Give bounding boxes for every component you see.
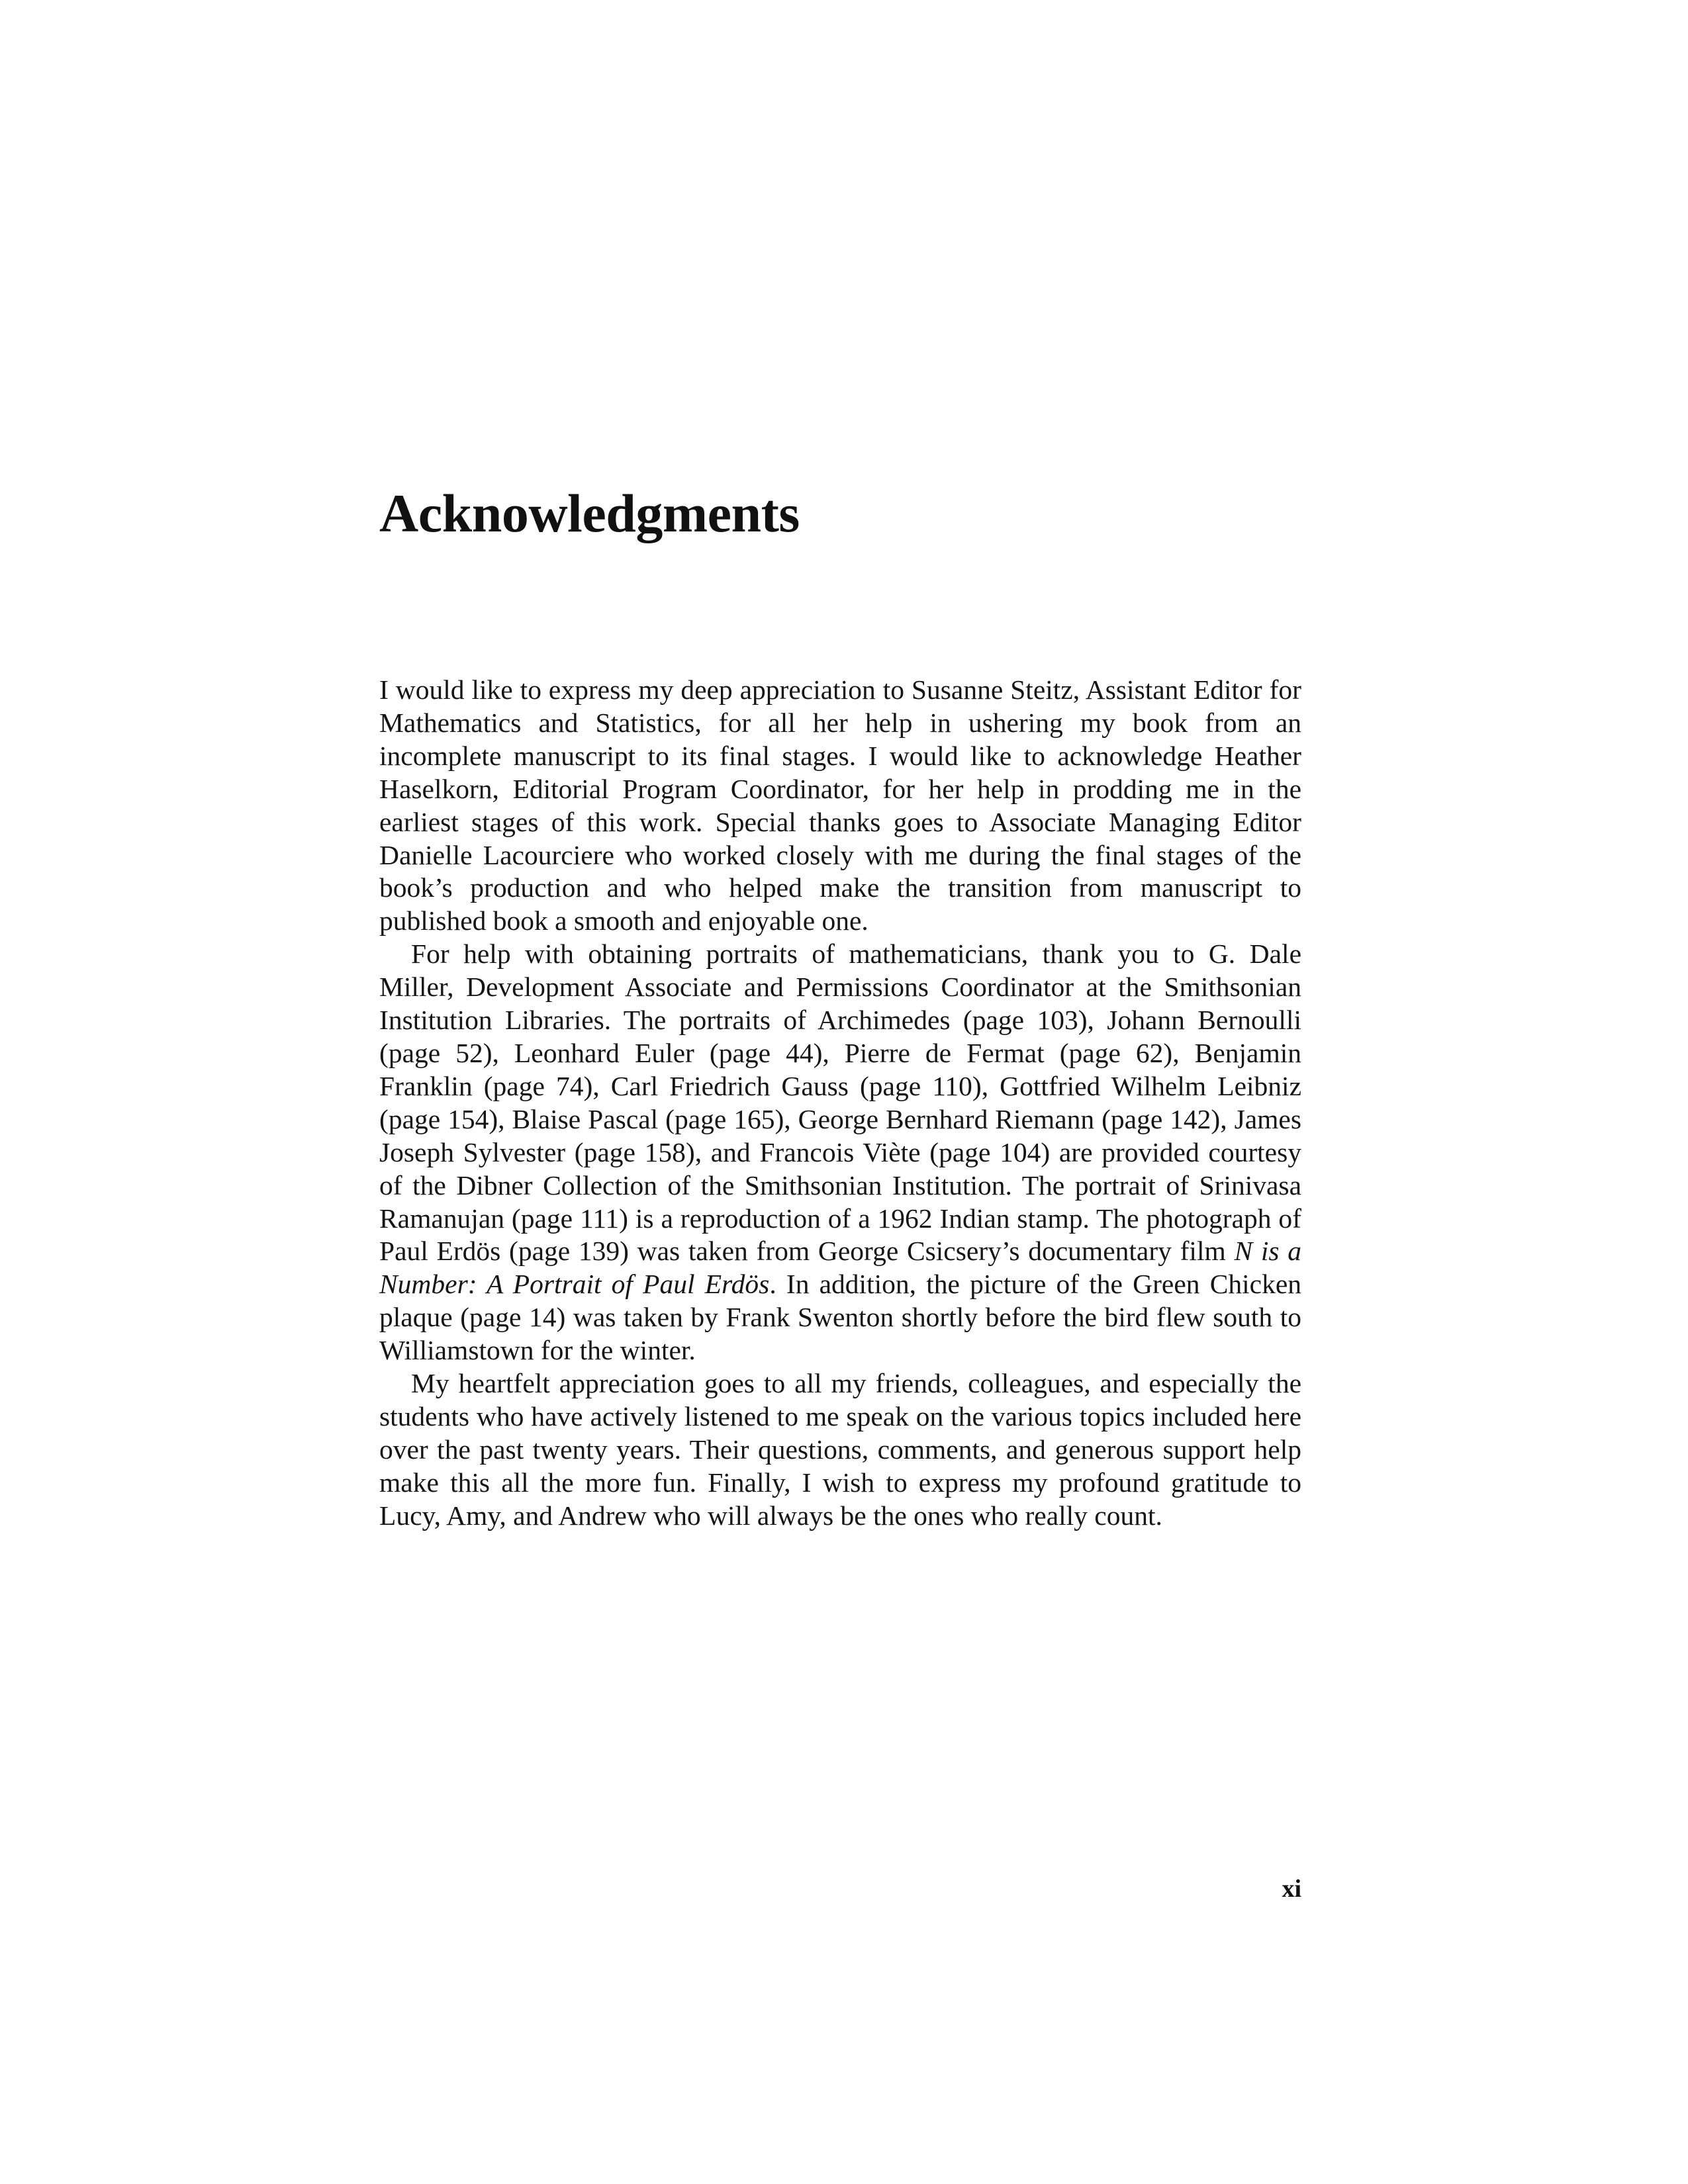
film-title: N is a Number: A Portrait of Paul Erdös [379,1236,1301,1300]
page-number: xi [1282,1875,1301,1903]
paragraph-editorial-thanks: I would like to express my deep appreciation to Susanne Steitz, Assistant Editor for Mathematics and Statistics, for all her help in ushering my book from an incomplete manuscript to its final stages. I would like to acknowledge Heather Haselkorn, Editorial Program Coordinator, for her help in prodding me in the earliest stages of this work. Special thanks goes to Associate Managing Editor Danielle Lacourciere who worked closely with me during the final stages of the book’s production and who helped make the transition from manuscript to published book a smooth and enjoyable one. [379,674,1301,936]
paragraph-portrait-credits [379,938,1301,1367]
portrait-credits-text-end: . In addition, the picture of the Green Chicken plaque (page 14) was taken by Frank Swenton shortly before the bird flew south to Williamstown for the winter. [379,1269,1301,1366]
portrait-credits-text: For help with obtaining portraits of mathematicians, thank you to G. Dale Miller, Development Associate and Permissions Coordinator at the Smithsonian Institution Libraries. The portraits of Archimedes (page 103), Johann Bernoulli (page 52), Leonhard Euler (page 44), Pierre de Fermat (page 62), Benjamin Franklin (page 74), Carl Friedrich Gauss (page 110), Gottfried Wilhelm Leibniz (page 154), Blaise Pascal (page 165), George Bernhard Riemann (page 142), James Joseph Sylvester (page 158), and Francois Viète (page 104) are provided courtesy of the Dibner Collection of the Smithsonian Institution. The portrait of Srinivasa Ramanujan (page 111) is a reproduction of a 1962 Indian stamp. The photograph of Paul Erdös (page 139) was taken from George Csicsery’s documentary film [379,938,1301,1267]
paragraph-personal-thanks: My heartfelt appreciation goes to all my friends, colleagues, and especially the students who have actively listened to me speak on the various topics included here over the past twenty years. Their questions, comments, and generous support help make this all the more fun. Finally, I wish to express my profound gratitude to Lucy, Amy, and Andrew who will always be the ones who really count. [379,1368,1301,1531]
chapter-title: Acknowledgments [379,483,800,543]
acknowledgments-body [379,674,1301,1533]
